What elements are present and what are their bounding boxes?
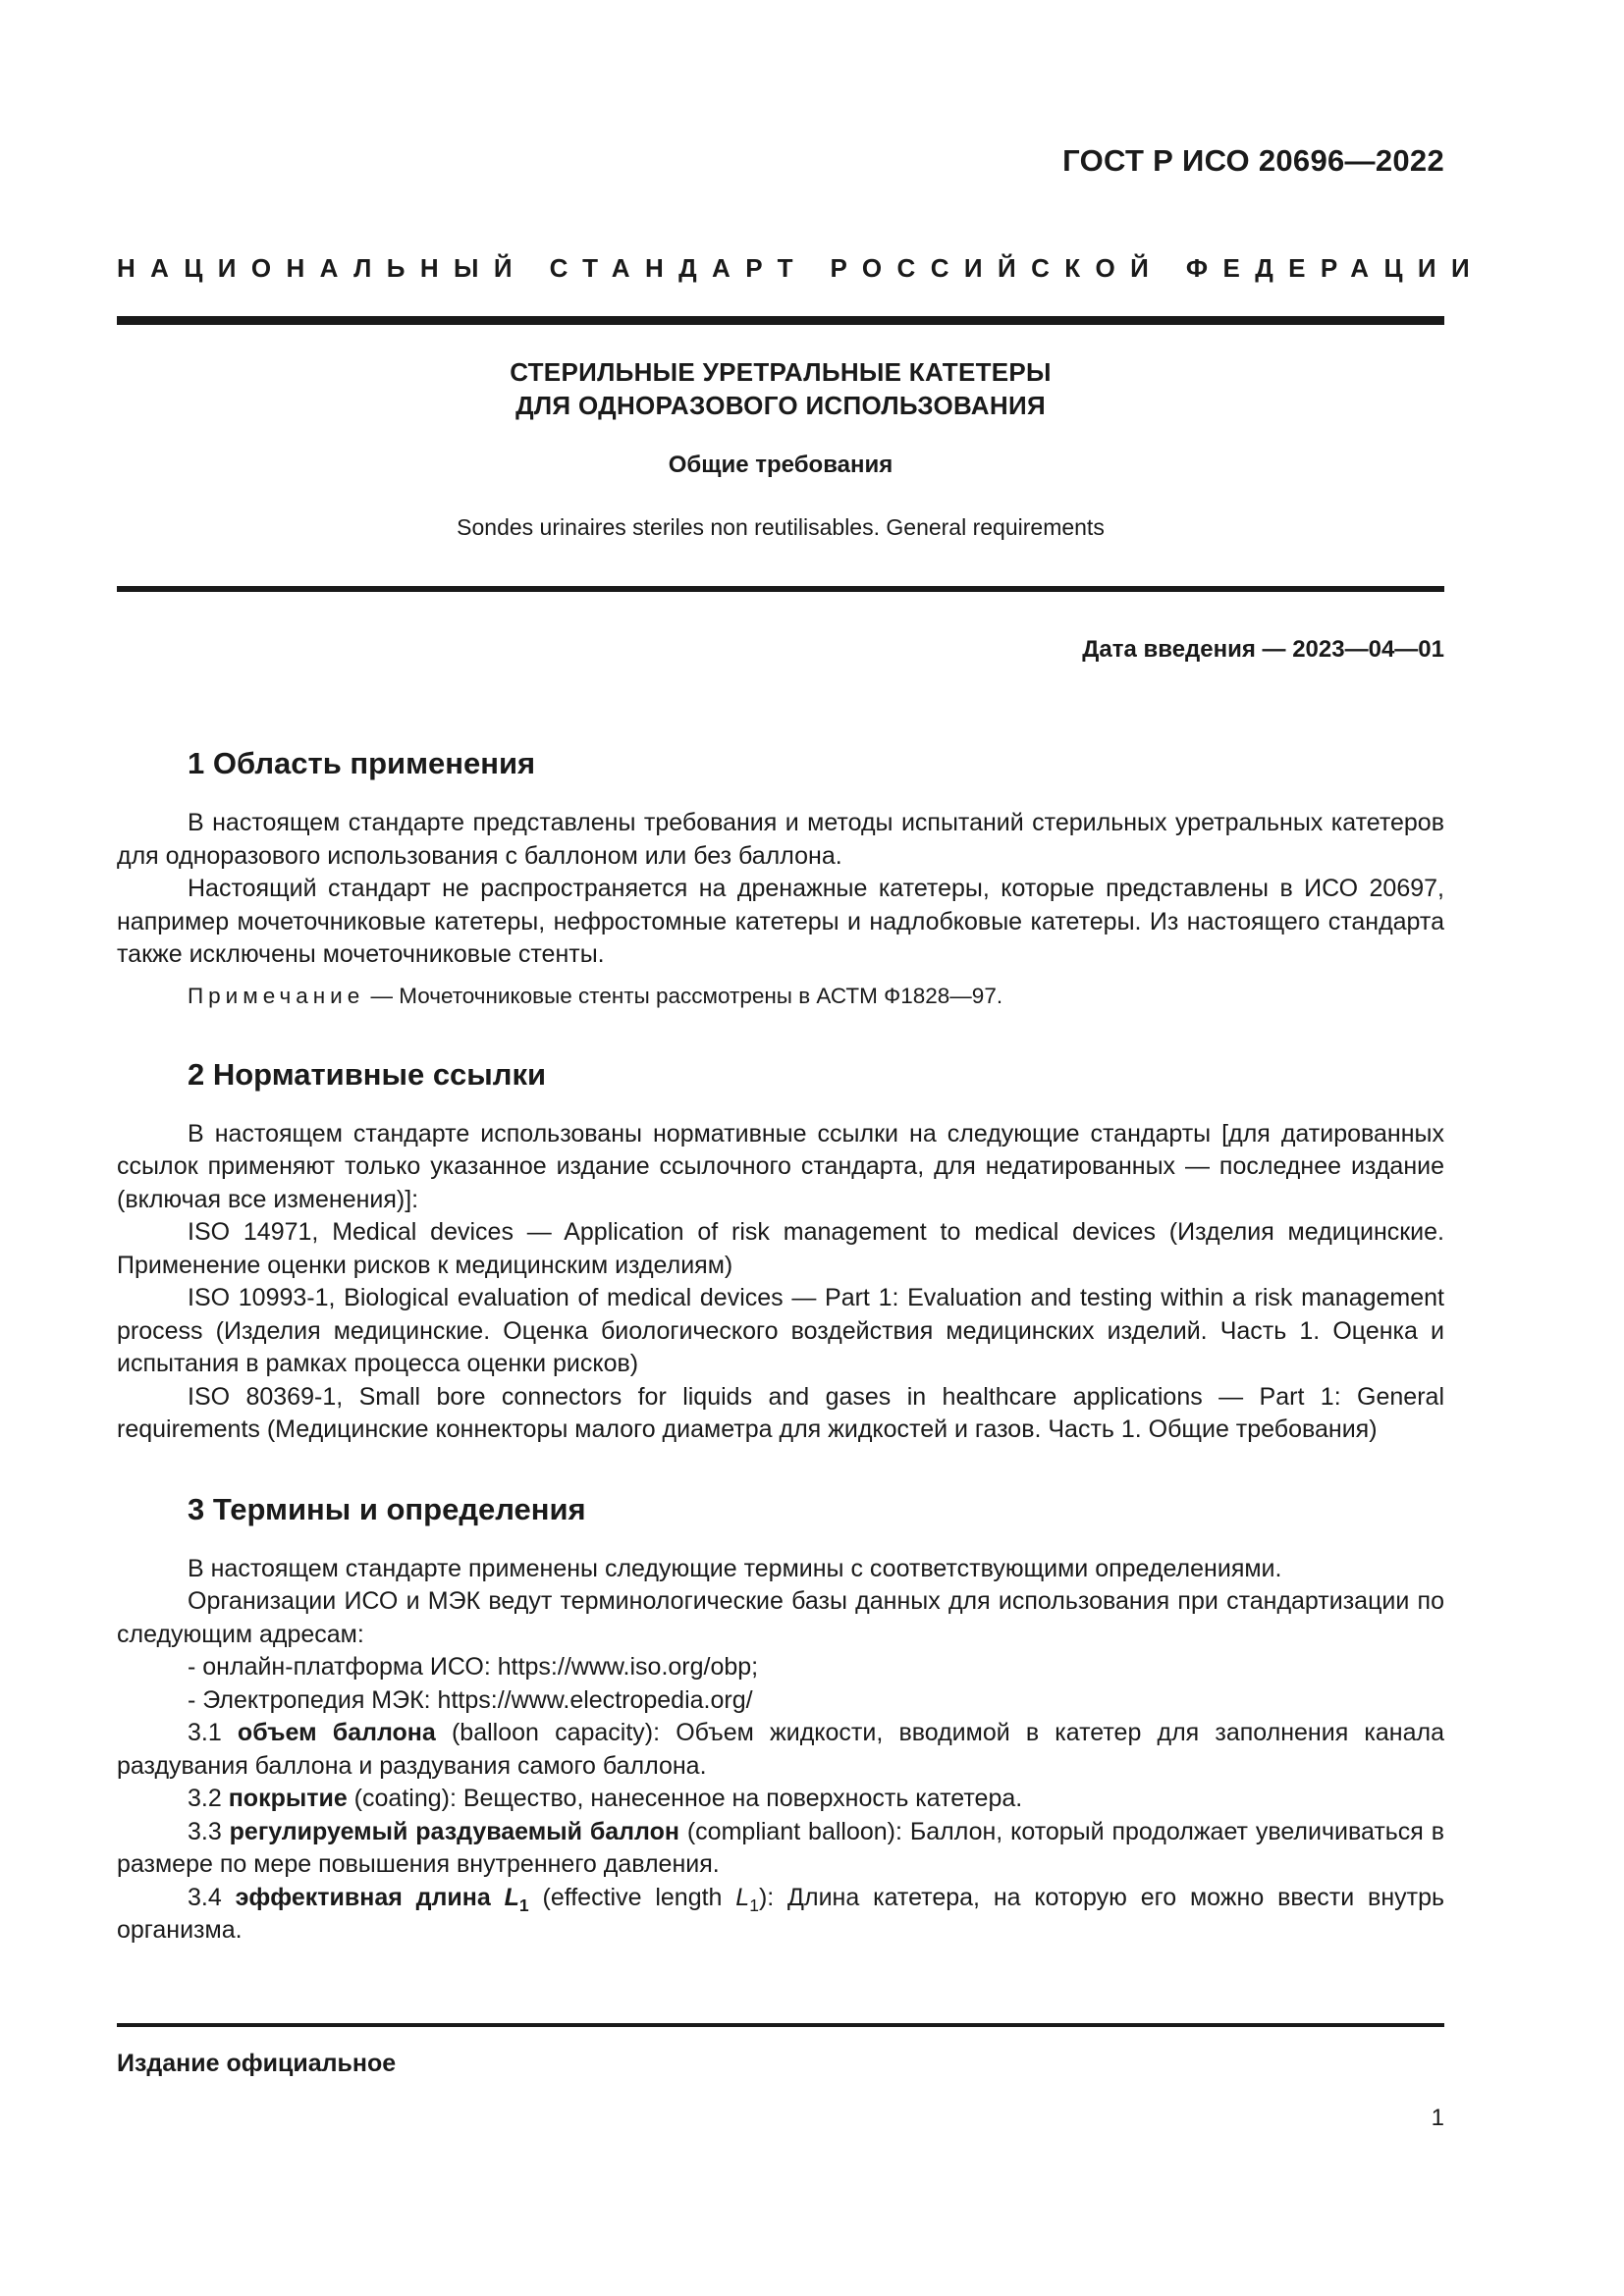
top-rule — [117, 316, 1444, 325]
subtitle: Общие требования — [668, 452, 893, 478]
title-rule — [117, 586, 1444, 592]
term-3-3-name: регулируемый раздуваемый баллон — [229, 1817, 679, 1845]
iso-obp-address: - онлайн-платформа ИСО: https://www.iso.org/obp; — [188, 1653, 759, 1681]
document-code: ГОСТ Р ИСО 20696—2022 — [1062, 143, 1444, 178]
note-label: Примечание — [188, 983, 365, 1008]
introduction-date: Дата введения — 2023—04—01 — [1082, 636, 1444, 663]
section-2-heading: 2 Нормативные ссылки — [188, 1056, 547, 1092]
section-1-paragraph-2: Настоящий стандарт не распространяется на дренажные катетеры, которые представлены в ИСО 20697, например мочеточниковые катетеры, нефростомные катетеры и надлобковые катетеры. Из настоящего стандарта также исключены мочеточниковые стенты. — [117, 875, 1444, 968]
note-text: — Мочеточниковые стенты рассмотрены в АСТМ Ф1828—97. — [364, 983, 1003, 1008]
term-3-2-name: покрытие — [228, 1785, 348, 1812]
alternate-title: Sondes urinaires steriles non reutilisables. General requirements — [457, 514, 1105, 540]
bottom-rule — [117, 2023, 1444, 2027]
reference-iso-14971: ISO 14971, Medical devices — Application of risk management to medical devices (Изделия медицинские. Применение оценки рисков к медицинским изделиям) — [117, 1218, 1444, 1279]
official-edition-label: Издание официальное — [117, 2050, 397, 2077]
national-standard-banner: НАЦИОНАЛЬНЫЙ СТАНДАРТ РОССИЙСКОЙ ФЕДЕРАЦИИ — [117, 253, 1486, 283]
document-body — [117, 744, 1444, 1948]
section-1-note — [117, 980, 1444, 1012]
term-3-1-name: объем баллона — [237, 1719, 436, 1746]
title-block — [117, 355, 1444, 541]
title-line-1: СТЕРИЛЬНЫЕ УРЕТРАЛЬНЫЕ КАТЕТЕРЫ — [510, 357, 1052, 387]
page-number: 1 — [1431, 2105, 1444, 2131]
term-3-2: 3.2 покрытие (coating): Вещество, нанесенное на поверхность катетера. — [188, 1785, 1023, 1812]
reference-iso-80369-1: ISO 80369-1, Small bore connectors for liquids and gases in healthcare applications — Part 1: General requirements (Медицинские коннекторы малого диаметра для жидкостей и газов. Часть 1. Общие требования) — [117, 1382, 1444, 1443]
term-3-3: 3.3 регулируемый раздуваемый баллон (compliant balloon): Баллон, который продолжает увеличиваться в размере по мере повышения внутреннего давления. — [117, 1817, 1444, 1878]
iec-electropedia-address: - Электропедия МЭК: https://www.electropedia.org/ — [188, 1685, 753, 1714]
section-3-heading: 3 Термины и определения — [188, 1491, 586, 1526]
term-3-4-name: эффективная длина $L_1$ — [235, 1883, 529, 1915]
section-2-paragraph-1: В настоящем стандарте использованы нормативные ссылки на следующие стандарты [для датированных ссылок применяют только указанное издание ссылочного стандарта, для недатированных — последнее издание (включая все изменения)]: — [117, 1119, 1444, 1213]
title-line-2: ДЛЯ ОДНОРАЗОВОГО ИСПОЛЬЗОВАНИЯ — [515, 391, 1046, 420]
section-1-paragraph-1: В настоящем стандарте представлены требования и методы испытаний стерильных уретральных катетеров для одноразового использования с баллоном или без баллона. — [117, 809, 1444, 870]
reference-iso-10993-1: ISO 10993-1, Biological evaluation of medical devices — Part 1: Evaluation and testing within a risk management process (Изделия медицинские. Оценка биологического воздействия медицинских изделий. Часть 1. Оценка и испытания в рамках процесса оценки рисков) — [117, 1284, 1444, 1377]
section-3-paragraph-1: В настоящем стандарте применены следующие термины с соответствующими определениями. — [188, 1554, 1282, 1582]
term-3-1: 3.1 объем баллона (balloon capacity): Объем жидкости, вводимой в катетер для заполнения канала раздувания баллона и раздувания самого баллона. — [117, 1719, 1444, 1780]
term-3-4: 3.4 эффективная длина $L_1$ (effective length $L_1$): Длина катетера, на которую его можно ввести внутрь организма. — [117, 1883, 1445, 1944]
section-1-heading: 1 Область применения — [188, 746, 536, 780]
section-3-paragraph-2: Организации ИСО и МЭК ведут терминологические базы данных для использования при стандартизации по следующим адресам: — [117, 1587, 1444, 1648]
